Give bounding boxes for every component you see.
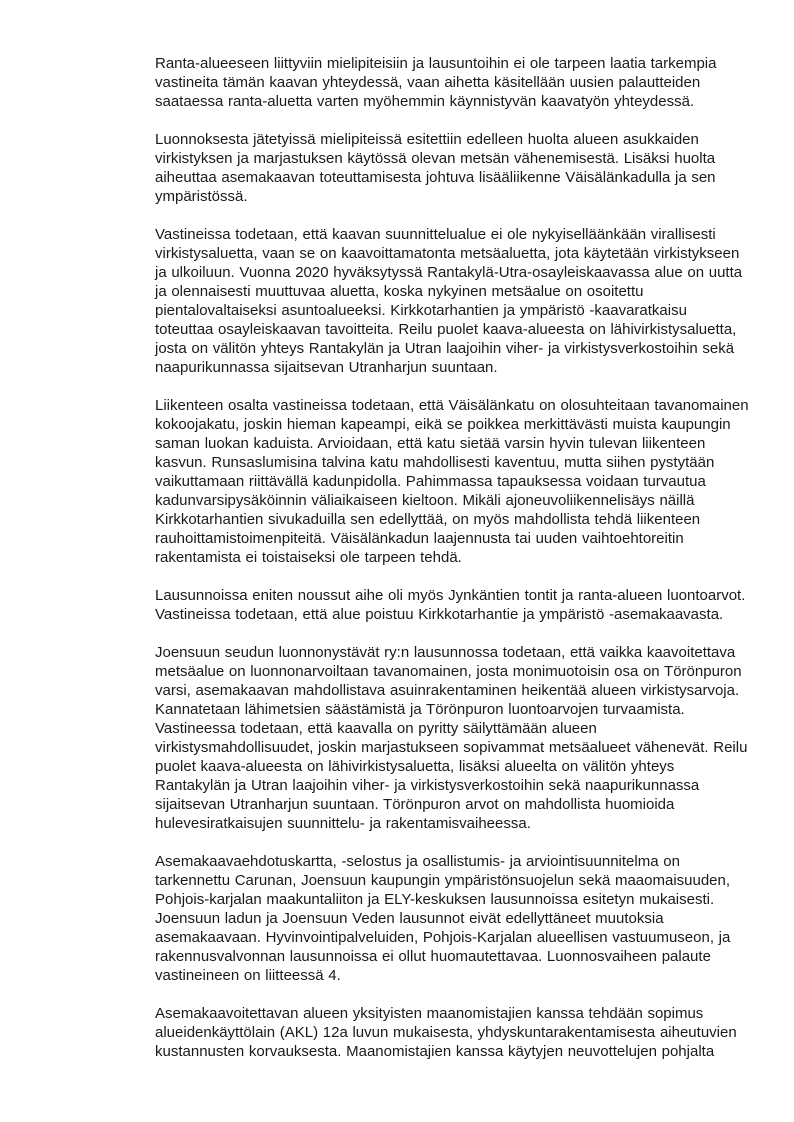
paragraph-maanomistajat: Asemakaavoitettavan alueen yksityisten maanomistajien kanssa tehdään sopimus alueidenkäyttölain (AKL) 12a luvun mukaisesta, yhdyskuntarakentamisesta aiheutuvien kustannusten korvauksesta. Maanomistajien kanssa käytyjen neuvottelujen pohjalta <box>155 1005 737 1060</box>
paragraph-luonnos-mielipiteet: Luonnoksesta jätetyissä mielipiteissä esitettiin edelleen huolta alueen asukkaiden virkistyksen ja marjastuksen käytössä olevan metsän vähenemisestä. Lisäksi huolta aiheuttaa asemakaavan toteuttamisesta johtuva lisääliikenne Väisälänkadulla ja sen ympäristössä. <box>155 131 716 205</box>
paragraph-ranta-alue: Ranta-alueeseen liittyviin mielipiteisiin ja lausuntoihin ei ole tarpeen laatia tarkempia vastineita tämän kaavan yhteydessä, vaan aihetta käsitellään uusien palautteiden saataessa ranta-aluetta varten myöhemmin käynnistyvän kaavatyön yhteydessä. <box>155 55 717 110</box>
document-text-block <box>155 54 749 1080</box>
paragraph-luonnonystavat: Joensuun seudun luonnonystävät ry:n lausunnossa todetaan, että vaikka kaavoitettava metsäalue on luonnonarvoiltaan tavanomainen, josta monimuotoisin osa on Törönpuron varsi, asemakaavan mahdollistava asuinrakentaminen heikentää alueen virkistysarvoja. Kannatetaan lähimetsien säästämistä ja Törönpuron luontoarvojen turvaamista. Vastineessa todetaan, että kaavalla on pyritty säilyttämään alueen virkistysmahdollisuudet, joskin marjastukseen sopivammat metsäalueet vähenevät. Reilu puolet kaava-alueesta on lähivirkistysaluetta, lisäksi alueelta on välitön yhteys Rantakylän ja Utran laajoihin viher- ja virkistysverkostoihin sekä naapurikunnassa sijaitsevan Utranharjun suuntaan. Törönpuron arvot on mahdollista huomioida hulevesiratkaisujen suunnittelu- ja rakentamisvaiheessa. <box>155 644 748 832</box>
paragraph-liikenne: Liikenteen osalta vastineissa todetaan, että Väisälänkatu on olosuhteitaan tavanomainen kokoojakatu, joskin hieman kapeampi, eikä se poikkea merkittävästi muista kaupungin saman luokan kaduista. Arvioidaan, että katu sietää varsin hyvin tulevan liikenteen kasvun. Runsaslumisina talvina katu mahdollisesti kaventuu, mutta siihen pystytään vaikuttamaan riittävällä kadunpidolla. Pahimmassa tapauksessa voidaan turvautua kadunvarsipysäköinnin väliaikaiseen kieltoon. Mikäli ajoneuvoliikennelisäys näillä Kirkkotarhantien sivukaduilla sen edellyttää, on myös mahdollista tehdä liikenteen rauhoittamistoimenpiteitä. Väisälänkadun laajennusta tai uuden vaihtoehtoreitin rakentamista ei toistaiseksi ole tarpeen tehdä. <box>155 397 749 566</box>
paragraph-lausunnot-jynkantie: Lausunnoissa eniten noussut aihe oli myös Jynkäntien tontit ja ranta-alueen luontoarvot. Vastineissa todetaan, että alue poistuu Kirkkotarhantie ja ympäristö -asemakaavasta. <box>155 587 746 623</box>
paragraph-asemakaavaehdotus: Asemakaavaehdotuskartta, -selostus ja osallistumis- ja arviointisuunnitelma on tarkennettu Carunan, Joensuun kaupungin ympäristönsuojelun sekä maaomaisuuden, Pohjois-karjalan maakuntaliiton ja ELY-keskuksen lausunnoissa esitetyn mukaisesti. Joensuun ladun ja Joensuun Veden lausunnot eivät edellyttäneet muutoksia asemakaavaan. Hyvinvointipalveluiden, Pohjois-Karjalan alueellisen vastuumuseon, ja rakennusvalvonnan lausunnoissa ei ollut huomautettavaa. Luonnosvaiheen palaute vastineineen on liitteessä 4. <box>155 853 731 984</box>
paragraph-vastineet-suunnittelualue: Vastineissa todetaan, että kaavan suunnittelualue ei ole nykyiselläänkään virallisesti virkistysaluetta, vaan se on kaavoittamatonta metsäaluetta, jota käytetään virkistykseen ja ulkoiluun. Vuonna 2020 hyväksytyssä Rantakylä-Utra-osayleiskaavassa alue on uutta ja olennaisesti muuttuvaa aluetta, koska nykyinen metsäalue on osoitettu pientalovaltaiseksi asuntoalueeksi. Kirkkotarhantien ja ympäristö -kaavaratkaisu toteuttaa osayleiskaavan tavoitteita. Reilu puolet kaava-alueesta on lähivirkistysaluetta, josta on välitön yhteys Rantakylän ja Utran laajoihin viher- ja virkistysverkostoihin sekä naapurikunnassa sijaitsevan Utranharjun suuntaan. <box>155 226 743 376</box>
